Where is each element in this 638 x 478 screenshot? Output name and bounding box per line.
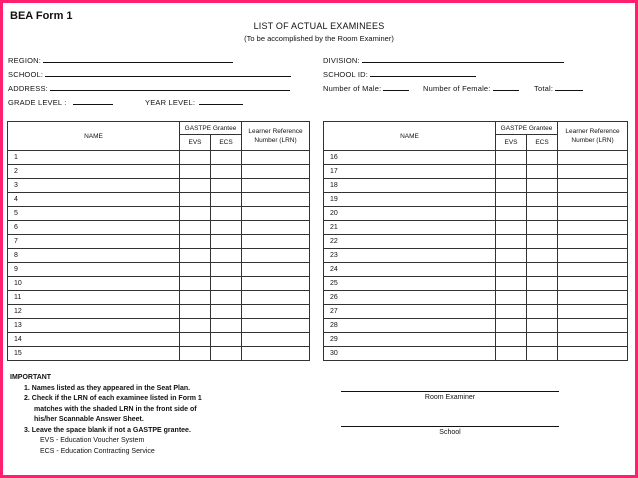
row-number: 7: [14, 238, 18, 245]
name-cell[interactable]: [8, 179, 180, 193]
name-cell[interactable]: [8, 221, 180, 235]
name-cell[interactable]: [324, 151, 496, 165]
evs-cell[interactable]: [180, 235, 211, 249]
row-number: 30: [330, 350, 338, 357]
number-of-male-label: Number of Male:: [323, 84, 382, 93]
col-header-lrn: Learner Reference Number (LRN): [558, 122, 628, 151]
lrn-cell[interactable]: [242, 263, 310, 277]
ecs-cell[interactable]: [211, 291, 242, 305]
table-row: [324, 221, 628, 235]
table-row: [324, 249, 628, 263]
name-cell[interactable]: [8, 347, 180, 361]
table-row: [324, 179, 628, 193]
evs-cell[interactable]: [180, 193, 211, 207]
examinee-table-right: [323, 121, 628, 361]
evs-cell[interactable]: [180, 305, 211, 319]
number-of-male-line[interactable]: [383, 83, 409, 91]
row-number: 18: [330, 182, 338, 189]
row-number: 24: [330, 266, 338, 273]
lrn-cell[interactable]: [242, 179, 310, 193]
row-number: 22: [330, 238, 338, 245]
evs-cell[interactable]: [180, 179, 211, 193]
lrn-cell[interactable]: [242, 249, 310, 263]
number-of-male-field: [323, 83, 409, 93]
ecs-cell[interactable]: [527, 207, 558, 221]
row-number: 23: [330, 252, 338, 259]
school-signature-line[interactable]: [341, 426, 559, 427]
room-examiner-signature-line[interactable]: [341, 391, 559, 392]
table-row: [8, 179, 310, 193]
evs-cell[interactable]: [180, 207, 211, 221]
important-heading: IMPORTANT: [10, 374, 52, 381]
name-cell[interactable]: [324, 263, 496, 277]
table-row: [324, 305, 628, 319]
evs-cell[interactable]: [180, 347, 211, 361]
name-cell[interactable]: [8, 305, 180, 319]
evs-cell[interactable]: [496, 305, 527, 319]
table-row: [324, 235, 628, 249]
address-label: ADDRESS:: [8, 84, 48, 93]
total-line[interactable]: [555, 83, 583, 91]
ecs-cell[interactable]: [211, 305, 242, 319]
table-body-left: [8, 151, 310, 361]
lrn-cell[interactable]: [558, 319, 628, 333]
name-cell[interactable]: [324, 207, 496, 221]
evs-cell[interactable]: [496, 179, 527, 193]
ecs-cell[interactable]: [211, 193, 242, 207]
region-line[interactable]: [43, 55, 233, 63]
ecs-cell[interactable]: [527, 235, 558, 249]
name-cell[interactable]: [8, 319, 180, 333]
evs-cell[interactable]: [180, 221, 211, 235]
name-cell[interactable]: [324, 221, 496, 235]
lrn-cell[interactable]: [242, 207, 310, 221]
ecs-cell[interactable]: [527, 347, 558, 361]
note-evs-definition: EVS - Education Voucher System: [40, 437, 145, 444]
col-header-gastpe: GASTPE Grantee: [496, 122, 558, 135]
row-number: 8: [14, 252, 18, 259]
row-number: 11: [14, 294, 22, 301]
col-header-gastpe: GASTPE Grantee: [180, 122, 242, 135]
name-cell[interactable]: [8, 263, 180, 277]
name-cell[interactable]: [8, 333, 180, 347]
lrn-cell[interactable]: [558, 235, 628, 249]
row-number: 19: [330, 196, 338, 203]
table-row: [324, 319, 628, 333]
lrn-cell[interactable]: [558, 151, 628, 165]
school-id-label: SCHOOL ID:: [323, 70, 369, 79]
lrn-cell[interactable]: [242, 347, 310, 361]
ecs-cell[interactable]: [211, 179, 242, 193]
lrn-cell[interactable]: [242, 151, 310, 165]
ecs-cell[interactable]: [211, 221, 242, 235]
note-1: 1. Names listed as they appeared in the Seat Plan.: [24, 384, 191, 392]
evs-cell[interactable]: [180, 165, 211, 179]
school-signature-label: School: [439, 429, 461, 436]
ecs-cell[interactable]: [211, 263, 242, 277]
ecs-cell[interactable]: [527, 221, 558, 235]
col-header-name: NAME: [324, 122, 496, 151]
ecs-cell[interactable]: [211, 165, 242, 179]
ecs-cell[interactable]: [527, 277, 558, 291]
evs-cell[interactable]: [496, 207, 527, 221]
evs-cell[interactable]: [496, 291, 527, 305]
evs-cell[interactable]: [180, 277, 211, 291]
ecs-cell[interactable]: [211, 319, 242, 333]
ecs-cell[interactable]: [527, 333, 558, 347]
col-header-evs: EVS: [180, 135, 211, 151]
table-row: [324, 207, 628, 221]
table-row: [8, 235, 310, 249]
row-number: 27: [330, 308, 338, 315]
evs-cell[interactable]: [180, 263, 211, 277]
ecs-cell[interactable]: [527, 151, 558, 165]
row-number: 5: [14, 210, 18, 217]
important-notes: [10, 373, 202, 457]
lrn-cell[interactable]: [558, 347, 628, 361]
ecs-cell[interactable]: [211, 333, 242, 347]
lrn-cell[interactable]: [558, 249, 628, 263]
evs-cell[interactable]: [496, 193, 527, 207]
col-header-evs: EVS: [496, 135, 527, 151]
evs-cell[interactable]: [180, 291, 211, 305]
table-row: [8, 249, 310, 263]
form-id: BEA Form 1: [10, 10, 73, 22]
col-header-name: NAME: [8, 122, 180, 151]
form-page: [3, 3, 635, 475]
ecs-cell[interactable]: [211, 249, 242, 263]
table-row: [8, 291, 310, 305]
table-row: [8, 333, 310, 347]
total-label: Total:: [534, 84, 554, 93]
table-row: [8, 277, 310, 291]
name-cell[interactable]: [324, 319, 496, 333]
lrn-cell[interactable]: [558, 263, 628, 277]
evs-cell[interactable]: [496, 235, 527, 249]
table-row: [324, 291, 628, 305]
evs-cell[interactable]: [496, 277, 527, 291]
school-id-field: [323, 69, 476, 79]
region-field: [8, 55, 233, 65]
table-row: [8, 263, 310, 277]
year-level-line[interactable]: [199, 97, 243, 105]
note-ecs-definition: ECS - Education Contracting Service: [40, 447, 155, 455]
row-number: 28: [330, 322, 338, 329]
division-line[interactable]: [362, 55, 564, 63]
table-row: [8, 207, 310, 221]
evs-cell[interactable]: [180, 319, 211, 333]
name-cell[interactable]: [8, 193, 180, 207]
name-cell[interactable]: [8, 249, 180, 263]
table-row: [8, 151, 310, 165]
ecs-cell[interactable]: [527, 305, 558, 319]
lrn-cell[interactable]: [242, 277, 310, 291]
row-number: 9: [14, 266, 18, 273]
table-row: [8, 347, 310, 361]
table-row: [8, 319, 310, 333]
lrn-cell[interactable]: [242, 291, 310, 305]
row-number: 29: [330, 336, 338, 343]
grade-level-line[interactable]: [73, 97, 113, 105]
lrn-cell[interactable]: [558, 277, 628, 291]
number-of-female-field: [423, 83, 519, 93]
name-cell[interactable]: [8, 291, 180, 305]
name-cell[interactable]: [8, 165, 180, 179]
table-body-right: [324, 151, 628, 361]
lrn-cell[interactable]: [558, 165, 628, 179]
name-cell[interactable]: [8, 235, 180, 249]
row-number: 2: [14, 168, 18, 175]
table-row: [324, 333, 628, 347]
evs-cell[interactable]: [496, 249, 527, 263]
ecs-cell[interactable]: [527, 193, 558, 207]
total-field: [534, 83, 583, 93]
table-row: [324, 165, 628, 179]
table-row: [324, 151, 628, 165]
name-cell[interactable]: [324, 165, 496, 179]
row-number: 25: [330, 280, 338, 287]
row-number: 13: [14, 322, 22, 329]
lrn-cell[interactable]: [242, 193, 310, 207]
row-number: 16: [330, 154, 338, 161]
number-of-female-line[interactable]: [493, 83, 519, 91]
evs-cell[interactable]: [180, 249, 211, 263]
ecs-cell[interactable]: [527, 263, 558, 277]
evs-cell[interactable]: [496, 165, 527, 179]
lrn-cell[interactable]: [242, 235, 310, 249]
ecs-cell[interactable]: [211, 347, 242, 361]
lrn-cell[interactable]: [242, 165, 310, 179]
ecs-cell[interactable]: [211, 151, 242, 165]
form-title: LIST OF ACTUAL EXAMINEES: [253, 21, 385, 31]
note-2b: matches with the shaded LRN in the front side of: [34, 405, 197, 413]
name-cell[interactable]: [324, 347, 496, 361]
evs-cell[interactable]: [180, 333, 211, 347]
name-cell[interactable]: [324, 179, 496, 193]
lrn-cell[interactable]: [558, 207, 628, 221]
table-row: [324, 193, 628, 207]
address-line[interactable]: [50, 83, 290, 91]
row-number: 21: [330, 224, 338, 231]
year-level-label: YEAR LEVEL:: [145, 98, 196, 107]
lrn-cell[interactable]: [558, 193, 628, 207]
row-number: 1: [14, 154, 18, 161]
ecs-cell[interactable]: [211, 277, 242, 291]
school-label: SCHOOL:: [8, 70, 44, 79]
col-header-lrn: Learner Reference Number (LRN): [242, 122, 310, 151]
region-label: REGION:: [8, 56, 42, 65]
division-label: DIVISION:: [323, 56, 360, 65]
name-cell[interactable]: [324, 291, 496, 305]
evs-cell[interactable]: [496, 221, 527, 235]
ecs-cell[interactable]: [211, 207, 242, 221]
lrn-cell[interactable]: [558, 291, 628, 305]
evs-cell[interactable]: [496, 151, 527, 165]
form-subtitle: (To be accomplished by the Room Examiner): [244, 34, 394, 43]
lrn-cell[interactable]: [558, 305, 628, 319]
ecs-cell[interactable]: [527, 291, 558, 305]
evs-cell[interactable]: [496, 333, 527, 347]
name-cell[interactable]: [8, 277, 180, 291]
examinee-table-left: [7, 121, 310, 361]
school-id-line[interactable]: [370, 69, 476, 77]
school-field: [8, 69, 291, 79]
name-cell[interactable]: [8, 207, 180, 221]
row-number: 20: [330, 210, 338, 217]
evs-cell[interactable]: [496, 263, 527, 277]
col-header-ecs: ECS: [527, 135, 558, 151]
table-row: [8, 221, 310, 235]
room-examiner-label: Room Examiner: [424, 394, 476, 401]
division-field: [323, 55, 564, 65]
row-number: 12: [14, 308, 22, 315]
row-number: 4: [14, 196, 18, 203]
ecs-cell[interactable]: [527, 165, 558, 179]
year-level-field: [145, 97, 243, 107]
table-row: [8, 165, 310, 179]
school-line[interactable]: [45, 69, 291, 77]
note-2a: 2. Check if the LRN of each examinee listed in Form 1: [24, 395, 202, 402]
number-of-female-label: Number of Female:: [423, 84, 491, 93]
lrn-cell[interactable]: [558, 333, 628, 347]
table-row: [8, 193, 310, 207]
evs-cell[interactable]: [496, 347, 527, 361]
row-number: 26: [330, 294, 338, 301]
evs-cell[interactable]: [496, 319, 527, 333]
name-cell[interactable]: [324, 235, 496, 249]
ecs-cell[interactable]: [527, 249, 558, 263]
row-number: 3: [14, 182, 18, 189]
grade-level-field: [8, 97, 113, 107]
row-number: 6: [14, 224, 18, 231]
lrn-cell[interactable]: [242, 221, 310, 235]
evs-cell[interactable]: [180, 151, 211, 165]
note-2c: his/her Scannable Answer Sheet.: [34, 416, 144, 423]
lrn-cell[interactable]: [558, 221, 628, 235]
table-row: [324, 263, 628, 277]
lrn-cell[interactable]: [558, 179, 628, 193]
lrn-cell[interactable]: [242, 333, 310, 347]
col-header-ecs: ECS: [211, 135, 242, 151]
lrn-cell[interactable]: [242, 319, 310, 333]
address-field: [8, 83, 290, 93]
name-cell[interactable]: [8, 151, 180, 165]
name-cell[interactable]: [324, 277, 496, 291]
table-row: [324, 277, 628, 291]
row-number: 14: [14, 336, 22, 343]
ecs-cell[interactable]: [527, 319, 558, 333]
note-3: 3. Leave the space blank if not a GASTPE grantee.: [24, 426, 191, 434]
grade-level-label: GRADE LEVEL :: [8, 98, 67, 107]
name-cell[interactable]: [324, 249, 496, 263]
ecs-cell[interactable]: [211, 235, 242, 249]
row-number: 10: [14, 280, 22, 287]
name-cell[interactable]: [324, 193, 496, 207]
ecs-cell[interactable]: [527, 179, 558, 193]
table-row: [324, 347, 628, 361]
table-row: [8, 305, 310, 319]
name-cell[interactable]: [324, 305, 496, 319]
row-number: 15: [14, 350, 22, 357]
row-number: 17: [330, 168, 338, 175]
name-cell[interactable]: [324, 333, 496, 347]
lrn-cell[interactable]: [242, 305, 310, 319]
